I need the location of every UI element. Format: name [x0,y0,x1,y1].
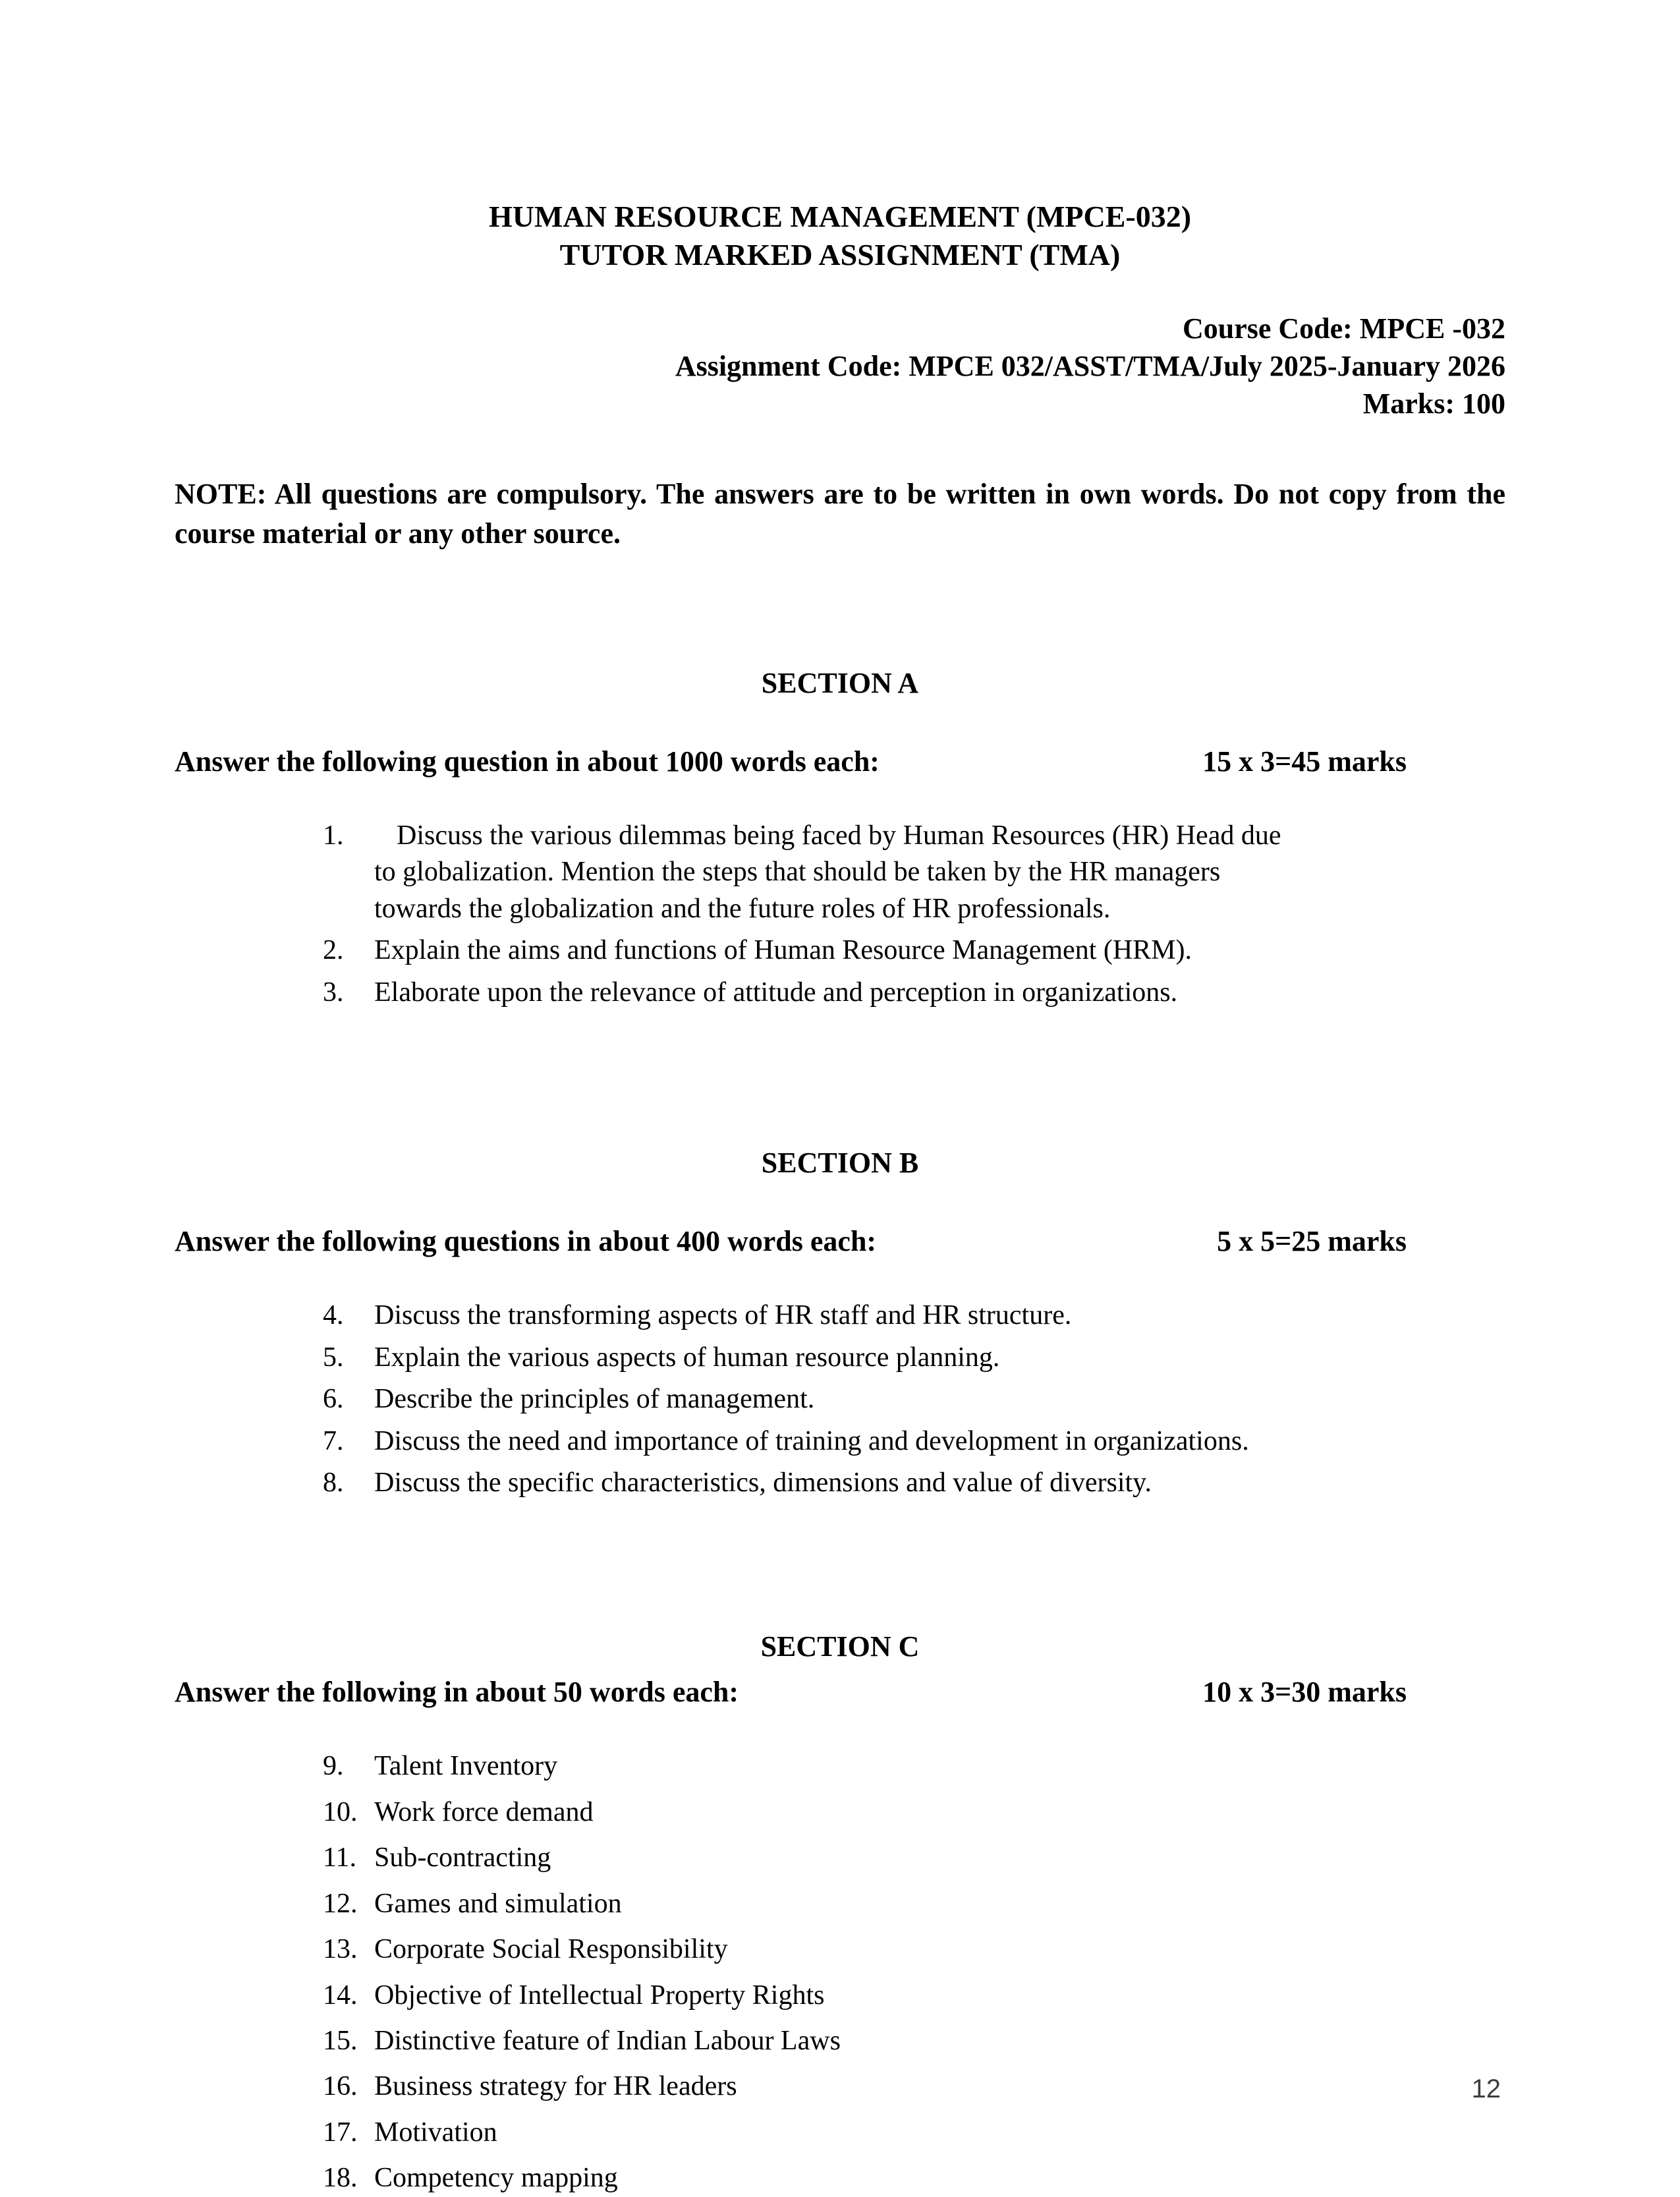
item-text: Motivation [374,2117,497,2148]
item-number: 13. [323,1934,358,1965]
list-item [323,1931,1505,1968]
item-number: 4. [323,1300,344,1331]
item-text: Distinctive feature of Indian Labour Laws [374,2026,841,2056]
item-number: 9. [323,1751,344,1782]
list-item [323,1423,1505,1460]
item-number: 12. [323,1888,358,1919]
list-item [323,1465,1505,1501]
item-text: Competency mapping [374,2163,618,2194]
section-b-marks: 5 x 5=25 marks [1217,1225,1407,1258]
item-number: 2. [323,935,344,966]
section-b-question-list [175,1298,1505,1501]
list-item [323,2069,1505,2105]
item-text: Talent Inventory [374,1751,558,1782]
course-code-block [175,310,1505,423]
list-item [323,1748,1505,1784]
list-item [323,2115,1505,2151]
title-line-1: HUMAN RESOURCE MANAGEMENT (MPCE-032) [488,200,1192,233]
item-number: 1. [323,820,344,851]
item-number: 8. [323,1467,344,1498]
section-c-heading: SECTION C [760,1630,920,1663]
item-text: Discuss the transforming aspects of HR staff and HR structure. [374,1300,1072,1331]
page-number: 12 [1471,2074,1501,2103]
item-text: Describe the principles of management. [374,1384,815,1415]
list-item [323,1978,1505,2014]
title-line-2: TUTOR MARKED ASSIGNMENT (TMA) [559,237,1121,271]
section-a-marks: 15 x 3=45 marks [1202,745,1407,778]
section-c-question-list [175,1748,1505,2196]
section-c-instruction-row [175,1675,1505,1709]
item-number: 14. [323,1980,358,2011]
section-a-heading: SECTION A [761,667,919,699]
item-number: 3. [323,977,344,1008]
item-text: Discuss the specific characteristics, dimensions and value of diversity. [374,1467,1152,1498]
item-text: Explain the aims and functions of Human Resource Management (HRM). [374,935,1192,966]
list-item [323,1298,1505,1334]
list-item [323,1886,1505,1922]
note-paragraph: NOTE: All questions are compulsory. The answers are to be written in own words. Do not copy from the course material or any other source. [175,477,1505,550]
section-c-instruction: Answer the following in about 50 words each: [175,1676,739,1709]
course-code: Course Code: MPCE -032 [1182,312,1505,345]
item-text: Objective of Intellectual Property Rights [374,1980,825,2011]
section-b-instruction-row [175,1224,1505,1258]
section-a-instruction: Answer the following question in about 1000 words each: [175,745,880,778]
list-item [323,2160,1505,2196]
item-number: 16. [323,2071,358,2102]
section-c-marks: 10 x 3=30 marks [1202,1676,1407,1709]
item-number: 15. [323,2026,358,2056]
item-number: 18. [323,2163,358,2194]
item-number: 6. [323,1384,344,1415]
section-a-question-list [175,818,1505,1011]
list-item [323,975,1505,1011]
item-text: Elaborate upon the relevance of attitude and perception in organizations. [374,977,1178,1008]
total-marks: Marks: 100 [1362,387,1505,420]
section-a-instruction-row [175,745,1505,778]
item-text: Corporate Social Responsibility [374,1934,728,1965]
list-item [323,1340,1505,1376]
item-text: Games and simulation [374,1888,622,1919]
list-item [323,1794,1505,1831]
item-number: 10. [323,1796,358,1827]
item-text: Discuss the various dilemmas being faced by Human Resources (HR) Head due to globalization. Mention the steps that should be taken by the HR managers towards the globalization and the future roles of HR professionals. [374,820,1281,924]
list-item [323,2023,1505,2059]
item-text: Work force demand [374,1796,594,1827]
document-title [175,198,1505,273]
list-item [323,932,1505,969]
section-b-instruction: Answer the following questions in about 400 words each: [175,1225,877,1258]
list-item [323,1381,1505,1417]
item-text: Sub-contracting [374,1842,551,1873]
list-item [323,818,1505,927]
item-number: 7. [323,1425,344,1456]
item-text: Discuss the need and importance of training and development in organizations. [374,1425,1249,1456]
assignment-code: Assignment Code: MPCE 032/ASST/TMA/July 2025-January 2026 [675,350,1505,383]
item-number: 5. [323,1342,344,1373]
section-b-heading: SECTION B [761,1147,919,1180]
item-number: 17. [323,2117,358,2148]
item-text: Explain the various aspects of human resource planning. [374,1342,1000,1373]
item-number: 11. [323,1842,356,1873]
item-text: Business strategy for HR leaders [374,2071,737,2102]
list-item [323,1840,1505,1876]
